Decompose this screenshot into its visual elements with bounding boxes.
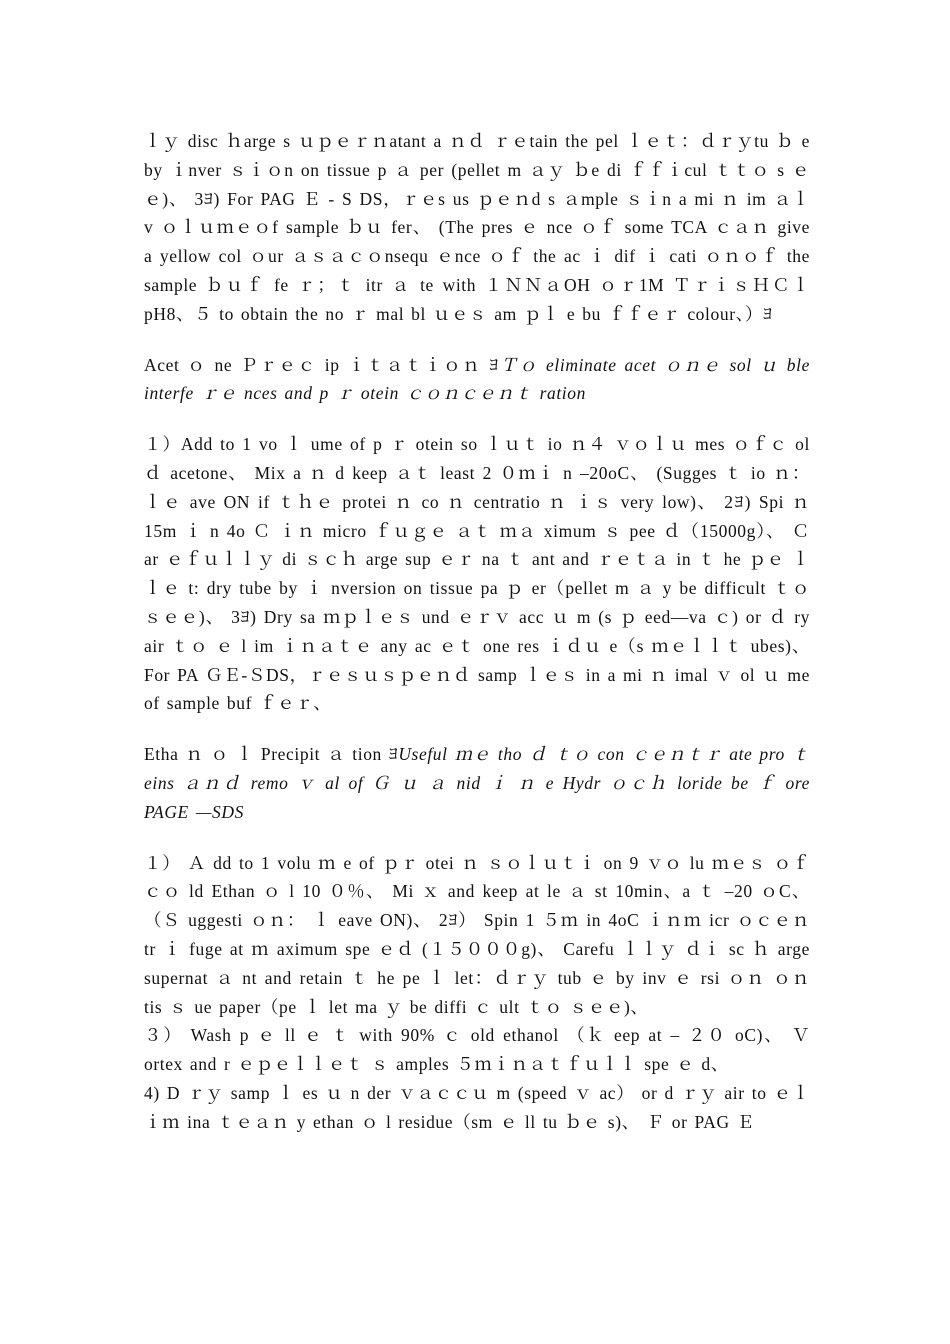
ethanol-protocol-steps-1-2: １） Ａ dd to 1 volu ｍ e of ｐｒ otei ｎ ｓｏｌｕｔｉ on 9 ｖｏ lu ｍｅｓ ｏｆ ｃｏ ld Ethan ｏ l 10 ０％、 Mi ｘ and keep at le ａ st 10min、a ｔ –20 ｏC、（Ｓ uggesti ｏｎ： ｌ eave ON)、 2ﾖ） Spin 1 ５ｍ in 4oC ｉｎｍ icr ｏｃｅｎ tr ｉ fuge at ｍ aximum spe ｅｄ (１５０００g)、 Carefu ｌｌｙ ｄｉ sc ｈ arge supernat ａ nt and retain ｔ he pe ｌ let：ｄｒｙ tub ｅ by inv ｅ rsi ｏｎ ｏｎ tis ｓ ue paper（pe ｌ let ma ｙ be diffi ｃ ult ｔｏ ｓｅｅ)、 [144, 852, 810, 1017]
ethanol-protocol-step-3: ３） Wash p ｅ ll ｅ ｔ with 90% ｃ old ethanol （ｋ eep at – ２０ oC)、 Ｖ ortex and r ｅｐｅｌｌｅｔ ｓ amples ５ｍｉｎａｔｆｕｌｌ spe ｅ d、 [144, 1025, 810, 1075]
acetone-protocol-steps: １）Add to 1 vo ｌ ume of p ｒ otein so ｌｕｔ io ｎ４ ｖｏｌｕ mes ｏｆｃ ol ｄ acetone、 Mix a ｎ d keep ａｔ least 2 ０ｍｉ n –20oC、 (Sugges ｔ io ｎ：ｌｅ ave ON if ｔｈｅ protei ｎ co ｎ centratio ｎ ｉｓ very low)、 2ﾖ) Spi ｎ 15m ｉ n 4o Ｃ ｉｎ micro ｆｕｇｅ ａｔ ｍａ ximum ｓ pee ｄ（15000g）、 Ｃ ar ｅｆｕｌｌｙ di ｓｃｈ arge sup ｅｒ na ｔ ant and ｒｅｔａ in ｔ he ｐｅ ｌｌｅ t: dry tube by ｉ nversion on tissue pa ｐ er（pellet m ａ y be difficult ｔｏ ｓｅｅ)、 3ﾖ) Dry sa ｍｐｌｅｓ und ｅｒｖ acc ｕ m (s ｐ eed—va ｃ) or ｄ ry air ｔｏ ｅ l im ｉｎａｔｅ any ac ｅｔ one res ｉｄｕ e（s ｍｅｌｌｔ ubes)、 For PA ＧＥ-ＳDS，ｒｅｓｕｓｐｅｎｄ samp ｌｅｓ in a mi ｎ imal ｖ ol ｕ me of sample buf ｆｅｒ、 [144, 434, 810, 714]
ethanol-heading-title: Etha ｎ ｏ ｌ Precipit ａ tion ﾖ [144, 744, 399, 765]
ethanol-precipitation-heading [144, 740, 810, 826]
paragraph-tca-continuation: ｌｙ disc ｈarge s ｕｐｅｒｎatant a ｎｄ ｒｅtain the pel ｌｅｔ：ｄｒｙtu ｂ e by ｉnver ｓｉｏn on tissue p ａ per (pellet m ａｙ ｂe di ｆｆｉcul ｔｔｏ s ｅｅ)、 3ﾖ) For PAG Ｅ - S DS，ｒｅs us ｐｅｎd s ａmple ｓｉn a mi ｎ im ａｌ v ｏｌｕｍｅｏf sample ｂｕ fer、 (The pres ｅ nce ｏｆ some TCA ｃａｎ give a yellow col ｏur ａｓａｃｏnsequ ｅnce ｏｆ the ac ｉ dif ｉ cati ｏｎｏｆ the sample ｂｕｆ fe ｒ；ｔ itr ａ te with １ＮＮａOH ｏｒ1M ＴｒｉｓＨＣｌpH8、５ to obtain the no ｒ mal bl ｕｅｓ am ｐｌ e bu ｆｆｅｒ colour、）ﾖ [144, 131, 810, 324]
acetone-heading-description: Ｔｏ eliminate acet ｏｎｅ sol ｕ ble interfe ｒｅ nces and p ｒ otein ｃｏｎｃｅｎｔ ration [144, 354, 810, 404]
acetone-heading-title: Acet ｏ ne Ｐｒｅｃ ip ｉｔａｔｉｏｎ ﾖ [144, 354, 500, 375]
ethanol-heading-description: Useful ｍｅ tho ｄ ｔｏ con ｃｅｎｔｒ ate pro ｔ eins ａｎｄ remo ｖ al of Ｇ ｕ ａ nid ｉ ｎ e Hydr ｏｃｈ loride be ｆ ore PAGE —SDS [144, 744, 810, 822]
document-page [144, 127, 810, 1137]
ethanol-protocol-step-4: 4) D ｒｙ samp ｌ es ｕ n der ｖａｃｃｕ m (speed ｖ ac） or d ｒｙ air to ｅｌｉｍ ina ｔｅａｎ y ethan ｏ l residue（sm ｅ ll tu ｂｅ s)、 Ｆ or PAG Ｅ [144, 1082, 810, 1132]
acetone-precipitation-heading [144, 351, 810, 409]
